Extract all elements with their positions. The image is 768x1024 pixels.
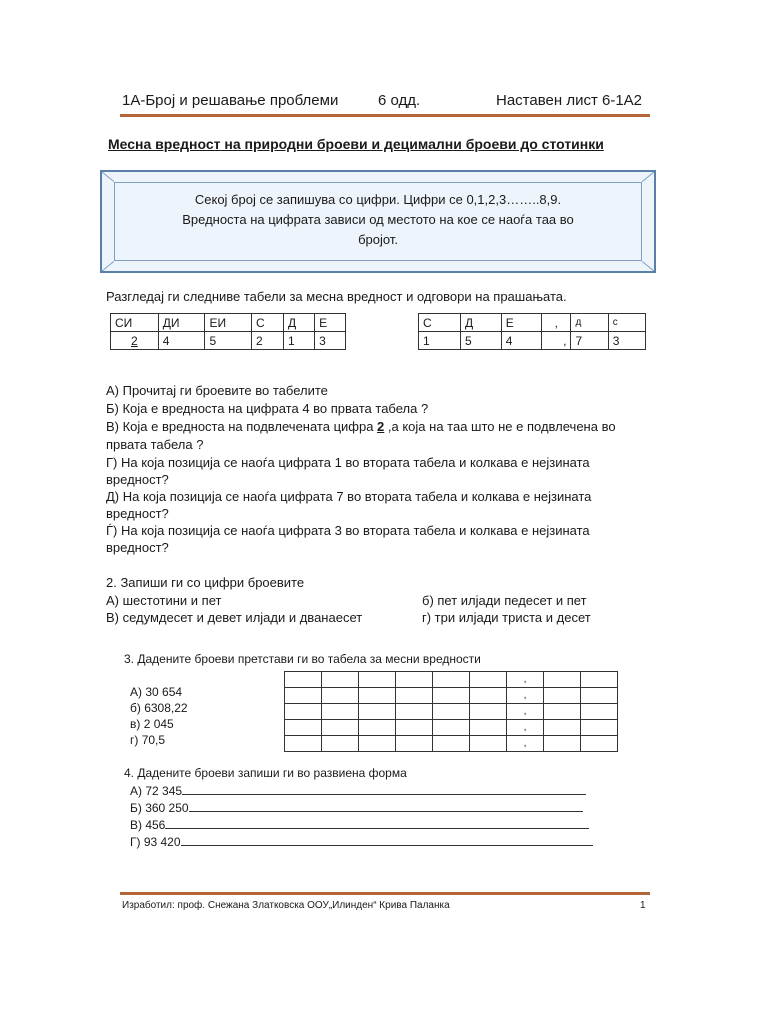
comma-cell: , xyxy=(507,720,544,736)
answer-line[interactable] xyxy=(189,799,583,812)
t1-header: С xyxy=(251,314,283,332)
footer-rule xyxy=(120,892,650,895)
blank-cell xyxy=(470,672,507,688)
blank-cell xyxy=(544,672,581,688)
task2-item-g: г) три илјади триста и десет xyxy=(422,610,591,625)
blank-cell xyxy=(396,688,433,704)
comma-cell: , xyxy=(507,688,544,704)
t1-value: 2 xyxy=(251,332,283,350)
comma-cell: , xyxy=(507,704,544,720)
t1-header: Е xyxy=(315,314,346,332)
t2-header: Е xyxy=(501,314,541,332)
task3-item: б) 6308,22 xyxy=(130,701,188,715)
answer-line[interactable] xyxy=(165,816,589,829)
task4-item: Г) 93 420 xyxy=(130,835,181,849)
header-sheet: Наставен лист 6-1А2 xyxy=(496,92,643,109)
task2-item-v: В) седумдесет и девет илјади и дванаесет xyxy=(106,610,363,625)
question-gj-line-2: вредност? xyxy=(106,540,169,555)
task2-item-b: б) пет илјади педесет и пет xyxy=(422,593,587,608)
t2-value: , xyxy=(542,332,571,350)
header-grade: 6 одд. xyxy=(378,92,421,109)
t2-header: , xyxy=(542,314,571,332)
task3-item: А) 30 654 xyxy=(130,685,183,699)
info-text xyxy=(132,190,624,250)
blank-cell xyxy=(322,720,359,736)
task4-item: А) 72 345 xyxy=(130,784,183,798)
blank-cell xyxy=(285,720,322,736)
blank-cell xyxy=(359,688,396,704)
blank-cell xyxy=(285,704,322,720)
comma-cell: , xyxy=(507,736,544,752)
t1-value: 1 xyxy=(284,332,315,350)
blank-cell xyxy=(396,672,433,688)
blank-cell xyxy=(581,672,618,688)
t2-value: 7 xyxy=(571,332,608,350)
question-g-line-2: вредност? xyxy=(106,472,169,487)
blank-cell xyxy=(433,720,470,736)
question-a: А) Прочитај ги броевите во табелите xyxy=(106,383,328,398)
blank-cell xyxy=(322,736,359,752)
t2-value: 5 xyxy=(460,332,501,350)
blank-cell xyxy=(285,736,322,752)
t2-header: С xyxy=(419,314,461,332)
question-v xyxy=(106,419,616,434)
question-d-line-2: вредност? xyxy=(106,506,169,521)
blank-cell xyxy=(544,736,581,752)
blank-cell xyxy=(581,736,618,752)
question-v-text-end: ,а која на таа што не е подвлечена во xyxy=(384,419,616,434)
blank-cell xyxy=(470,720,507,736)
t2-value: 4 xyxy=(501,332,541,350)
info-box xyxy=(100,170,656,273)
t1-value: 5 xyxy=(205,332,252,350)
task4-item: В) 456 xyxy=(130,818,166,832)
t1-header: Д xyxy=(284,314,315,332)
t2-header: д xyxy=(571,314,608,332)
blank-cell xyxy=(433,736,470,752)
comma-cell: , xyxy=(507,672,544,688)
blank-cell xyxy=(544,688,581,704)
blank-cell xyxy=(470,688,507,704)
task4-row xyxy=(130,833,593,849)
blank-cell xyxy=(285,672,322,688)
question-v-digit: 2 xyxy=(377,419,385,434)
blank-cell xyxy=(285,688,322,704)
t1-value: 3 xyxy=(315,332,346,350)
blank-cell xyxy=(359,672,396,688)
question-g: Г) На која позиција се наоѓа цифрата 1 во втората табела и колкава е нејзината xyxy=(106,455,590,470)
blank-cell xyxy=(322,672,359,688)
task3-item: г) 70,5 xyxy=(130,733,166,747)
t1-value: 4 xyxy=(158,332,205,350)
task3-title: 3. Дадените броеви претстави ги во табела за месни вредности xyxy=(124,652,481,666)
info-line-3: бројот. xyxy=(358,232,398,247)
question-v-line-2: првата табела ? xyxy=(106,437,204,452)
blank-cell xyxy=(359,704,396,720)
task4-row xyxy=(130,799,583,815)
page-title: Месна вредност на природни броеви и децимални броеви до стотинки xyxy=(108,136,604,152)
info-line-2: Вредноста на цифрата зависи од местото на кое се наоѓа таа во xyxy=(182,212,574,227)
t2-value: 1 xyxy=(419,332,461,350)
place-value-table-1 xyxy=(110,313,346,350)
footer-author: Изработил: проф. Снежана Златковска ООУ„Илинден“ Крива Паланка xyxy=(122,900,450,911)
t1-underlined-value: 2 xyxy=(131,333,138,348)
blank-cell xyxy=(359,736,396,752)
t2-header: Д xyxy=(460,314,501,332)
blank-cell xyxy=(581,720,618,736)
page-number: 1 xyxy=(640,900,646,911)
t1-header: СИ xyxy=(111,314,159,332)
blank-cell xyxy=(544,704,581,720)
intro-text: Разгледај ги следниве табели за месна вредност и одговори на прашањата. xyxy=(106,289,567,304)
t1-header: ЕИ xyxy=(205,314,252,332)
blank-cell xyxy=(396,704,433,720)
task4-title: 4. Дадените броеви запиши ги во развиена форма xyxy=(124,766,407,780)
blank-cell xyxy=(470,736,507,752)
task4-row xyxy=(130,782,586,798)
t2-header: с xyxy=(608,314,645,332)
blank-cell xyxy=(433,672,470,688)
task3-blank-table xyxy=(284,671,618,752)
header-subject: 1А-Број и решавање проблеми xyxy=(122,92,339,109)
blank-cell xyxy=(396,720,433,736)
blank-cell xyxy=(322,704,359,720)
blank-cell xyxy=(433,688,470,704)
task2-item-a: А) шестотини и пет xyxy=(106,593,222,608)
blank-cell xyxy=(359,720,396,736)
answer-line[interactable] xyxy=(182,782,586,795)
blank-cell xyxy=(544,720,581,736)
blank-cell xyxy=(396,736,433,752)
blank-cell xyxy=(581,688,618,704)
question-gj: Ѓ) На која позиција се наоѓа цифрата 3 во втората табела и колкава е нејзината xyxy=(106,523,590,538)
answer-line[interactable] xyxy=(181,833,593,846)
t1-header: ДИ xyxy=(158,314,205,332)
header-rule xyxy=(120,114,650,117)
place-value-table-2 xyxy=(418,313,646,350)
question-v-text: В) Која е вредноста на подвлечената цифра xyxy=(106,419,378,434)
task4-item: Б) 360 250 xyxy=(130,801,189,815)
task3-item: в) 2 045 xyxy=(130,717,174,731)
blank-cell xyxy=(581,704,618,720)
blank-cell xyxy=(322,688,359,704)
t2-value: 3 xyxy=(608,332,645,350)
blank-cell xyxy=(433,704,470,720)
question-d: Д) На која позиција се наоѓа цифрата 7 во втората табела и колкава е нејзината xyxy=(106,489,592,504)
info-line-1: Секој број се запишува со цифри. Цифри се 0,1,2,3……..8,9. xyxy=(194,192,562,207)
question-b: Б) Која е вредноста на цифрата 4 во првата табела ? xyxy=(106,401,429,416)
blank-cell xyxy=(470,704,507,720)
task4-row xyxy=(130,816,589,832)
task2-title: 2. Запиши ги со цифри броевите xyxy=(106,575,305,590)
